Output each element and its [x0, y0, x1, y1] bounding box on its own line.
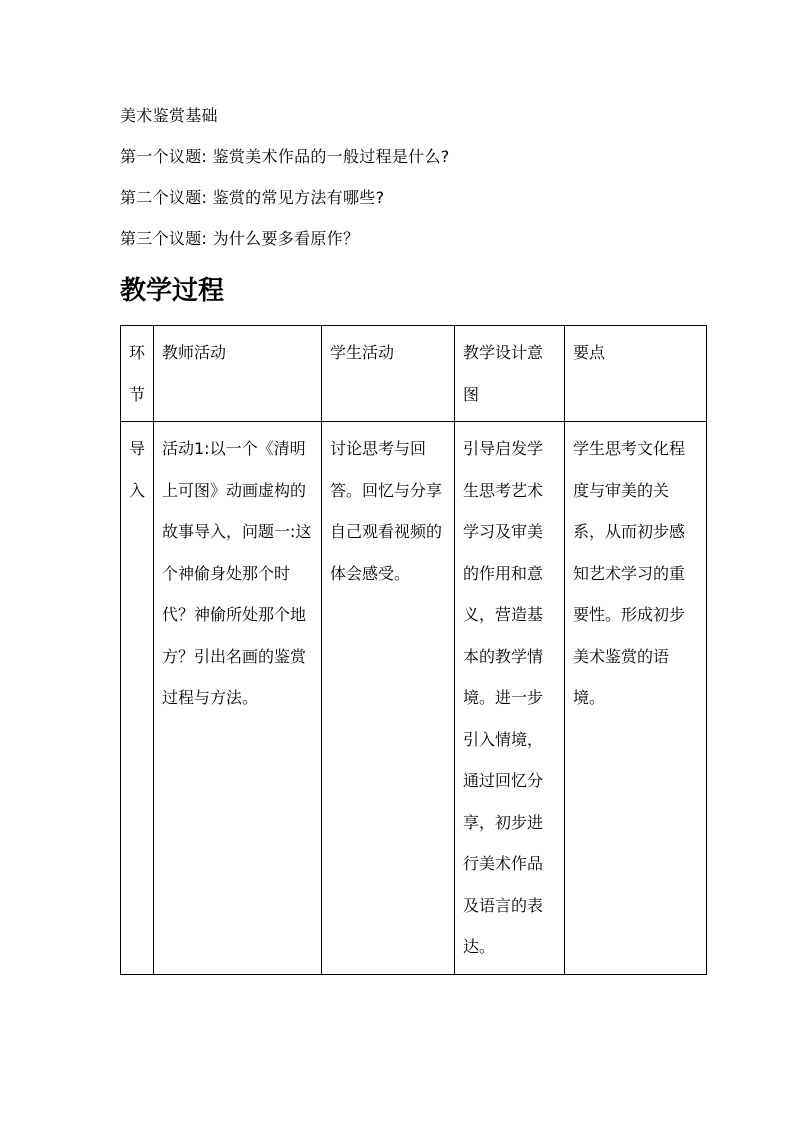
header-stage: 环节 [121, 326, 154, 422]
section-heading: 教学过程 [120, 276, 225, 306]
header-student: 学生活动 [322, 326, 455, 422]
cell-key-points: 学生思考文化程度与审美的关系，从而初步感知艺术学习的重要性。形成初步美术鉴赏的语境。 [565, 422, 707, 975]
topic-1: 第一个议题: 鉴赏美术作品的一般过程是什么? [120, 147, 450, 166]
topic-3: 第三个议题: 为什么要多看原作？ [120, 229, 360, 248]
header-teacher: 教师活动 [154, 326, 322, 422]
table-row [121, 422, 707, 975]
document-title: 美术鉴赏基础 [120, 106, 218, 125]
cell-student-activity: 讨论思考与回答。回忆与分享自己观看视频的体会感受。 [322, 422, 455, 975]
header-key-points: 要点 [565, 326, 707, 422]
cell-design-intent: 引导启发学生思考艺术学习及审美的作用和意义，营造基本的教学情境。进一步引入情境，通过回忆分享，初步进行美术作品及语言的表达。 [455, 422, 565, 975]
header-intent: 教学设计意图 [455, 326, 565, 422]
topic-2: 第二个议题: 鉴赏的常见方法有哪些? [120, 188, 385, 207]
cell-stage: 导入 [121, 422, 154, 975]
cell-teacher-activity: 活动1:以一个《清明上可图》动画虚构的故事导入，问题一:这个神偷身处那个时代？神偷所处那个地方？引出名画的鉴赏过程与方法。 [154, 422, 322, 975]
lesson-table [120, 325, 707, 975]
table-header-row [121, 326, 707, 422]
